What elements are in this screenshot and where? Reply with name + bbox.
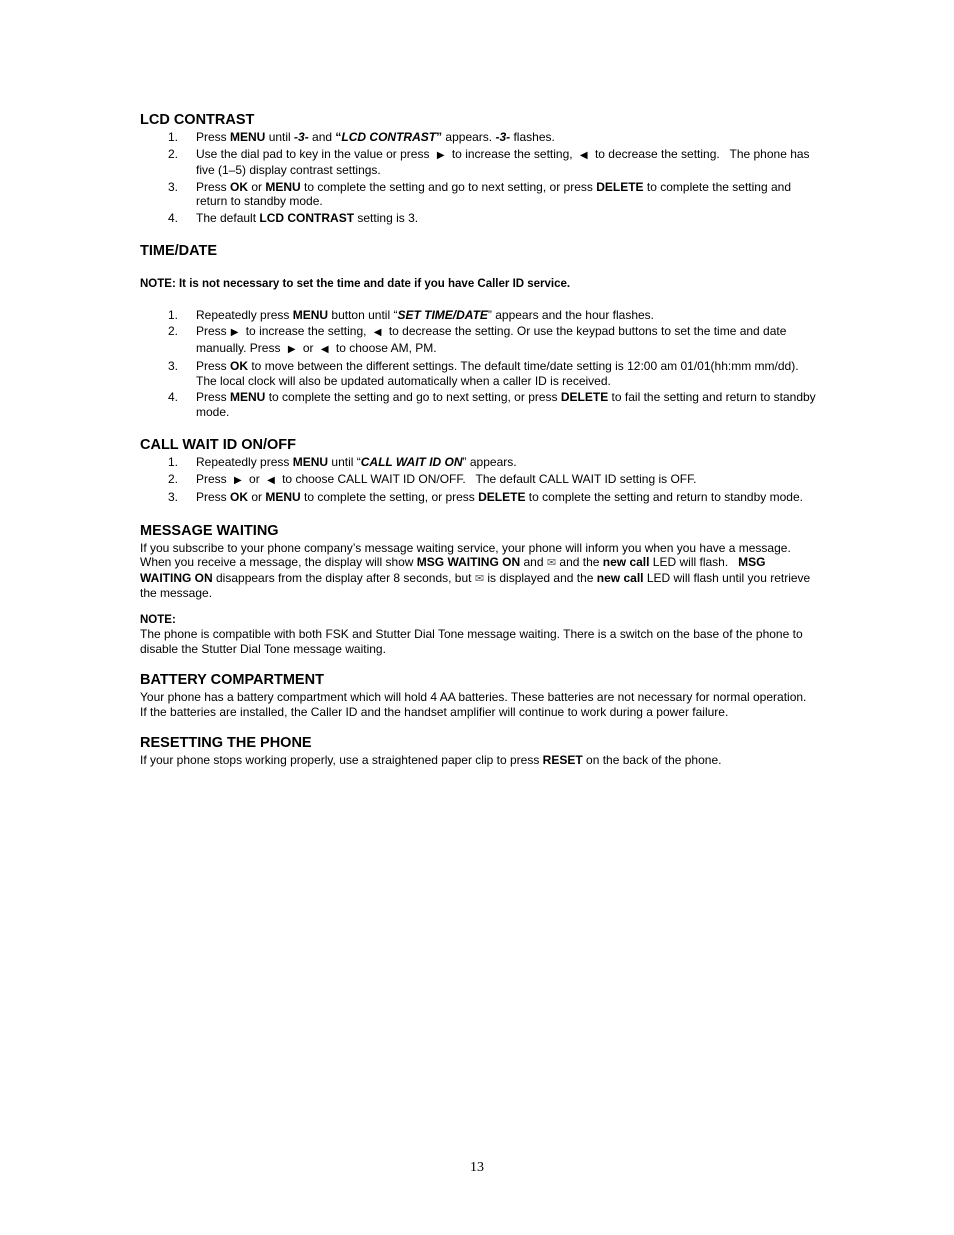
list-item — [140, 308, 816, 323]
left-arrow-icon: ◀ — [267, 474, 275, 486]
list-item — [140, 390, 816, 419]
message-waiting-note-label: NOTE: — [140, 613, 176, 626]
right-arrow-icon: ▶ — [230, 327, 239, 338]
list-item-text: Repeatedly press MENU until “CALL WAIT ID ON” appears. — [196, 455, 517, 469]
list-item-text: Press MENU until -3- and “LCD CONTRAST” appears. -3- flashes. — [196, 130, 555, 144]
left-arrow-icon: ◀ — [320, 343, 329, 355]
section-title-reset: RESETTING THE PHONE — [140, 735, 312, 751]
time-date-steps — [140, 308, 816, 420]
message-waiting-note-text: The phone is compatible with both FSK and Stutter Dial Tone message waiting. There is a switch on the base of the phone to disable the Stutter Dial Tone message waiting. — [140, 627, 803, 656]
section-title-message-waiting: MESSAGE WAITING — [140, 522, 279, 539]
list-item-text: The default LCD CONTRAST setting is 3. — [196, 210, 419, 225]
list-item-text: Press OK or MENU to complete the setting, or press DELETE to complete the setting and return to standby mode. — [196, 490, 803, 504]
envelope-icon: ✉ — [474, 572, 485, 585]
lcd-contrast-steps — [140, 130, 816, 225]
time-date-note: NOTE: It is not necessary to set the time and date if you have Caller ID service. — [140, 278, 571, 290]
list-item — [140, 180, 816, 209]
list-item — [140, 147, 816, 178]
right-arrow-icon: ▶ — [234, 474, 242, 486]
right-arrow-icon: ▶ — [287, 343, 296, 355]
list-item-text: Press MENU to complete the setting and go to next setting, or press DELETE to fail the setting and return to standby mode. — [196, 390, 816, 419]
list-item — [140, 324, 816, 357]
list-item — [140, 359, 816, 388]
left-arrow-icon: ◀ — [579, 149, 588, 161]
list-item-number: 3. — [168, 359, 179, 373]
list-item-number: 3. — [168, 490, 179, 504]
list-item-number: 2. — [168, 146, 179, 161]
list-item-text: Repeatedly press MENU button until “SET TIME/DATE” appears and the hour flashes. — [196, 307, 655, 322]
section-title-lcd-contrast: LCD CONTRAST — [140, 112, 255, 128]
reset-body: If your phone stops working properly, use a straightened paper clip to press RESET on the back of the phone. — [140, 753, 722, 767]
list-item-number: 2. — [168, 471, 179, 486]
list-item — [140, 455, 816, 470]
list-item-text: Press ▶ or ◀ to choose CALL WAIT ID ON/OFF. The default CALL WAIT ID setting is OFF. — [196, 472, 696, 486]
list-item-text: Use the dial pad to key in the value or press ▶ to increase the setting, ◀ to decrease the setting. The phone has five (1–5) display contrast settings. — [196, 146, 810, 177]
list-item — [140, 211, 816, 226]
list-item-number: 4. — [168, 210, 179, 225]
list-item-text: Press OK or MENU to complete the setting and go to next setting, or press DELETE to complete the setting and return to standby mode. — [196, 179, 791, 208]
call-wait-steps — [140, 455, 816, 505]
section-title-time-date: TIME/DATE — [140, 243, 218, 259]
page-content — [140, 112, 816, 768]
list-item-number: 3. — [168, 179, 179, 194]
list-item — [140, 472, 816, 489]
section-title-call-wait: CALL WAIT ID ON/OFF — [140, 437, 296, 453]
list-item — [140, 130, 816, 145]
section-title-battery: BATTERY COMPARTMENT — [140, 672, 324, 688]
list-item-number: 1. — [168, 455, 179, 469]
page-number: 13 — [470, 1160, 484, 1175]
list-item-number: 1. — [168, 130, 179, 144]
list-item-number: 2. — [168, 324, 179, 338]
list-item-text: Press ▶ to increase the setting, ◀ to decrease the setting. Or use the keypad buttons to set the time and date manually. Press ▶ or ◀ to choose AM, PM. — [196, 324, 786, 355]
list-item-number: 1. — [168, 307, 179, 322]
list-item-number: 4. — [168, 390, 179, 404]
envelope-icon: ✉ — [546, 557, 557, 569]
left-arrow-icon: ◀ — [373, 327, 382, 338]
list-item — [140, 490, 816, 505]
right-arrow-icon: ▶ — [436, 149, 445, 161]
battery-body: Your phone has a battery compartment which will hold 4 AA batteries. These batteries are not necessary for normal operation. If the batteries are installed, the Caller ID and the handset amplifier will continue to work during a power failure. — [140, 690, 807, 719]
list-item-text: Press OK to move between the different settings. The default time/date setting is 12:00 am 01/01(hh:mm mm/dd). The local clock will also be updated automatically when a caller ID is received. — [196, 359, 799, 388]
message-waiting-body: If you subscribe to your phone company’s message waiting service, your phone will inform you when you have a message. When you receive a message, the display will show MSG WAITING ON and ✉ and the new call LED will flash. MSG WAITING ON disappears from the display after 8 seconds, but ✉ is displayed and the new call LED will flash until you retrieve the message. — [140, 540, 811, 600]
